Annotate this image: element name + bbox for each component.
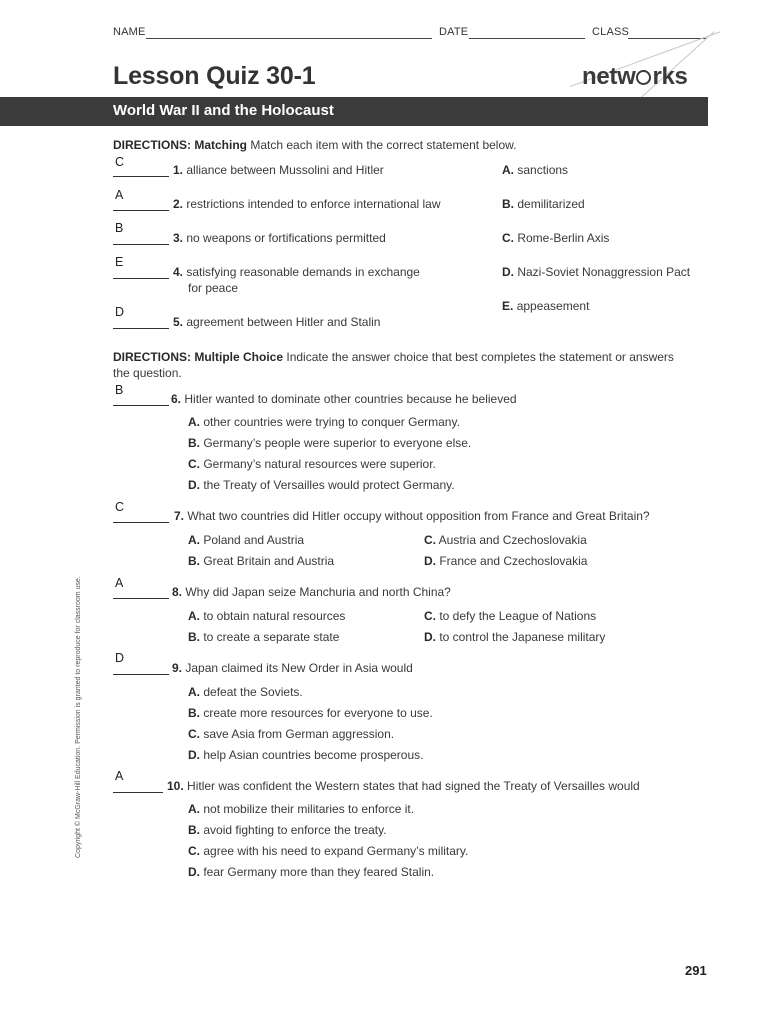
question-number: 8. [172, 585, 183, 599]
option-letter: C. [188, 844, 200, 858]
q7-option-a [188, 533, 304, 547]
q8-option-d [424, 630, 605, 644]
option-text: Austria and Czechoslovakia [438, 533, 587, 547]
answer-blank-7[interactable] [113, 522, 169, 523]
q7-option-b [188, 554, 334, 568]
answer-8: A [115, 576, 124, 590]
choice-text: sanctions [517, 163, 569, 177]
option-letter: A. [188, 609, 200, 623]
question-text: What two countries did Hitler occupy without opposition from France and Great Britain? [187, 509, 650, 523]
option-letter: D. [188, 748, 200, 762]
directions-text: Indicate the answer choice that best completes the statement or answers [286, 350, 674, 364]
choice-text: Nazi-Soviet Nonaggression Pact [517, 265, 691, 279]
directions-type: Matching [194, 138, 248, 152]
option-letter: D. [424, 630, 436, 644]
choice-text: appeasement [516, 299, 590, 313]
option-letter: D. [424, 554, 436, 568]
option-letter: B. [188, 436, 200, 450]
directions-label: DIRECTIONS: [113, 138, 191, 152]
item-number: 5. [173, 315, 184, 329]
answer-blank-5[interactable] [113, 328, 169, 329]
question-text: Japan claimed its New Order in Asia would [185, 661, 413, 675]
choice-d [502, 265, 690, 279]
class-label: CLASS [592, 26, 630, 38]
answer-blank-3[interactable] [113, 244, 169, 245]
option-text: France and Czechoslovakia [439, 554, 588, 568]
answer-blank-8[interactable] [113, 598, 169, 599]
option-text: agree with his need to expand Germany’s military. [203, 844, 469, 858]
option-letter: C. [424, 533, 436, 547]
q10-option-d [188, 865, 434, 879]
question-text: Why did Japan seize Manchuria and north China? [185, 585, 451, 599]
matching-item-4-cont: for peace [188, 281, 239, 295]
matching-item-5 [173, 315, 380, 329]
matching-item-4 [173, 265, 420, 279]
option-letter: B. [188, 706, 200, 720]
option-text: to control the Japanese military [439, 630, 606, 644]
question-number: 7. [174, 509, 185, 523]
option-letter: D. [188, 478, 200, 492]
matching-item-2 [173, 197, 441, 211]
question-9 [172, 661, 413, 675]
option-text: the Treaty of Versailles would protect Germany. [203, 478, 455, 492]
page-number: 291 [685, 963, 707, 978]
question-number: 10. [167, 779, 184, 793]
q6-option-c [188, 457, 436, 471]
logo-text: netw [582, 63, 636, 90]
answer-blank-1[interactable] [113, 176, 169, 177]
q8-option-c [424, 609, 596, 623]
question-text: Hitler was confident the Western states that had signed the Treaty of Versailles would [187, 779, 640, 793]
answer-blank-4[interactable] [113, 278, 169, 279]
q6-option-d [188, 478, 455, 492]
question-10 [167, 779, 640, 793]
item-number: 1. [173, 163, 184, 177]
option-letter: C. [188, 457, 200, 471]
matching-item-3 [173, 231, 386, 245]
answer-2: A [115, 188, 124, 202]
question-text: Hitler wanted to dominate other countries because he believed [184, 392, 517, 406]
choice-letter: A. [502, 163, 514, 177]
answer-1: C [115, 155, 125, 169]
answer-4: E [115, 255, 124, 269]
question-6 [171, 392, 517, 406]
matching-item-1 [173, 163, 384, 177]
choice-e [502, 299, 589, 313]
answer-10: A [115, 769, 124, 783]
option-text: save Asia from German aggression. [203, 727, 395, 741]
choice-letter: C. [502, 231, 514, 245]
question-7 [174, 509, 650, 523]
option-text: fear Germany more than they feared Stalin. [203, 865, 435, 879]
q10-option-a [188, 802, 414, 816]
choice-b [502, 197, 585, 211]
directions-type: Multiple Choice [194, 350, 284, 364]
choice-letter: B. [502, 197, 514, 211]
option-text: Germany’s people were superior to everyone else. [203, 436, 472, 450]
choice-c [502, 231, 609, 245]
question-number: 9. [172, 661, 183, 675]
item-number: 4. [173, 265, 184, 279]
item-number: 3. [173, 231, 184, 245]
answer-6: B [115, 383, 124, 397]
date-field[interactable] [469, 38, 585, 39]
directions-label: DIRECTIONS: [113, 350, 191, 364]
option-text: to create a separate state [203, 630, 340, 644]
choice-text: Rome-Berlin Axis [517, 231, 610, 245]
option-text: help Asian countries become prosperous. [203, 748, 424, 762]
answer-7: C [115, 500, 125, 514]
option-text: Great Britain and Austria [203, 554, 335, 568]
name-label: NAME [113, 26, 146, 38]
item-text: satisfying reasonable demands in exchange [186, 265, 420, 279]
q10-option-c [188, 844, 468, 858]
question-8 [172, 585, 451, 599]
option-text: not mobilize their militaries to enforce it. [203, 802, 415, 816]
question-number: 6. [171, 392, 182, 406]
choice-a [502, 163, 568, 177]
option-text: avoid fighting to enforce the treaty. [203, 823, 387, 837]
answer-blank-10[interactable] [113, 792, 163, 793]
class-field[interactable] [628, 38, 706, 39]
option-text: Germany’s natural resources were superior. [203, 457, 436, 471]
answer-blank-6[interactable] [113, 405, 169, 406]
answer-3: B [115, 221, 124, 235]
networks-logo [582, 63, 688, 91]
option-letter: D. [188, 865, 200, 879]
q9-option-c [188, 727, 394, 741]
q10-option-b [188, 823, 387, 837]
item-number: 2. [173, 197, 184, 211]
q7-option-c [424, 533, 587, 547]
item-text: alliance between Mussolini and Hitler [186, 163, 384, 177]
option-letter: C. [188, 727, 200, 741]
q6-option-b [188, 436, 471, 450]
choice-text: demilitarized [517, 197, 585, 211]
logo-o-icon [636, 70, 651, 85]
answer-blank-2[interactable] [113, 210, 169, 211]
name-field[interactable] [146, 38, 432, 39]
item-text: agreement between Hitler and Stalin [186, 315, 381, 329]
option-letter: B. [188, 823, 200, 837]
option-text: to defy the League of Nations [439, 609, 597, 623]
logo-text: rks [652, 63, 688, 90]
answer-5: D [115, 305, 125, 319]
option-letter: A. [188, 802, 200, 816]
q9-option-a [188, 685, 303, 699]
option-text: create more resources for everyone to use. [203, 706, 433, 720]
option-letter: B. [188, 554, 200, 568]
option-text: Poland and Austria [203, 533, 305, 547]
answer-9: D [115, 651, 125, 665]
option-letter: A. [188, 685, 200, 699]
copyright-notice: Copyright © McGraw-Hill Education. Permission is granted to reproduce for classroom use. [75, 576, 82, 858]
choice-letter: D. [502, 265, 514, 279]
directions-text: Match each item with the correct statement below. [250, 138, 517, 152]
option-letter: B. [188, 630, 200, 644]
date-label: DATE [439, 26, 469, 38]
matching-directions [113, 138, 516, 152]
q9-option-b [188, 706, 433, 720]
subtitle-band [0, 97, 708, 126]
q6-option-a [188, 415, 460, 429]
q8-option-b [188, 630, 339, 644]
option-letter: C. [424, 609, 436, 623]
mc-directions-cont: the question. [113, 366, 182, 380]
q9-option-d [188, 748, 423, 762]
item-text: no weapons or fortifications permitted [186, 231, 386, 245]
choice-letter: E. [502, 299, 514, 313]
page-subtitle: World War II and the Holocaust [113, 102, 334, 119]
option-letter: A. [188, 533, 200, 547]
option-text: to obtain natural resources [203, 609, 346, 623]
option-letter: A. [188, 415, 200, 429]
item-text: restrictions intended to enforce international law [186, 197, 441, 211]
answer-blank-9[interactable] [113, 674, 169, 675]
option-text: other countries were trying to conquer Germany. [203, 415, 460, 429]
page-title: Lesson Quiz 30-1 [113, 62, 316, 90]
q7-option-d [424, 554, 587, 568]
mc-directions [113, 350, 674, 364]
q8-option-a [188, 609, 345, 623]
option-text: defeat the Soviets. [203, 685, 303, 699]
